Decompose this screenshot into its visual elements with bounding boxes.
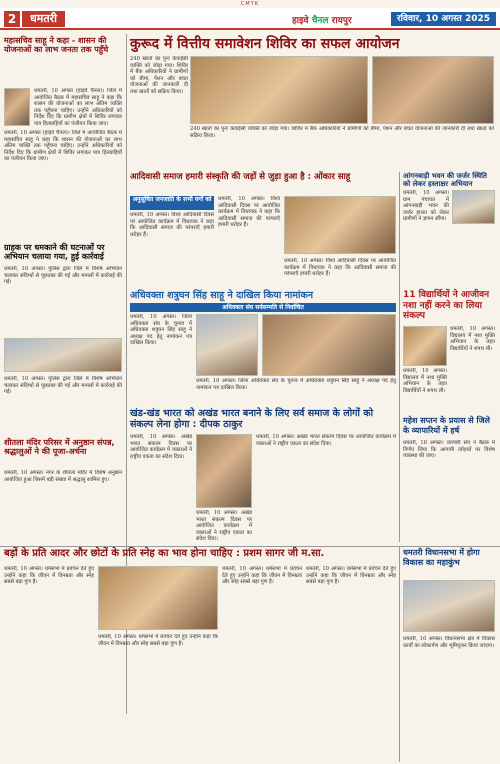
- main-body: 240 खातों का पुनः केवाईसी व्यक्ति को जोड़ा गया। शिविर में बैंक अधिकारियों ने ग्रामीणों को बीमा, पेंशन और बचत योजनाओं की जानकारी दी तथा खातों को सक्रिय किया।: [190, 126, 494, 139]
- right-band-photo: [403, 580, 495, 632]
- portrait-photo: [4, 88, 30, 126]
- right-headline-1: आंगनबाड़ी भवन की जर्जर स्थिति को लेकर हस्ताक्षर अभियान: [403, 172, 487, 188]
- band-body-2: धमतरी, 10 अगस्त। धर्मसभा में प्रवचन देते हुए उन्होंने कहा कि जीवन में विनम्रता और स्नेह सबसे बड़ा गुण है।: [98, 634, 218, 647]
- page-number: 2: [4, 11, 20, 27]
- vehicle-photo: [4, 338, 122, 372]
- advocate-photo-2: [262, 314, 396, 376]
- main-photo-2: [372, 56, 494, 124]
- right-band-body: धमतरी, 10 अगस्त। विधानसभा क्षेत्र में विकास कार्यों का लोकार्पण और भूमिपूजन किया जाएगा।: [403, 636, 495, 649]
- tribal-sidebar-bar: अनुसूचित जनजाति के सभी वर्गों को: [130, 196, 214, 210]
- section-title: धमतरी: [22, 11, 65, 27]
- right-body-2b: धमतरी, 10 अगस्त। विद्यालय में नशा मुक्ति अभियान के तहत विद्यार्थियों ने शपथ ली।: [403, 368, 447, 394]
- right-rule: [399, 172, 400, 542]
- bottom-photo-1: [196, 434, 252, 508]
- bottom-body-3: धमतरी, 10 अगस्त। अखंड भारत संकल्प दिवस पर आयोजित कार्यक्रम में वक्ताओं ने राष्ट्रीय एकता का संदेश दिया।: [256, 434, 396, 447]
- band-photo-1: [98, 566, 218, 630]
- main-headline: कुरूद में वित्तीय समावेशन शिविर का सफल आयोजन: [130, 36, 400, 52]
- band-body-4: धमतरी, 10 अगस्त। धर्मसभा में प्रवचन देते हुए उन्होंने कहा कि जीवन में विनम्रता और स्नेह सबसे बड़ा गुण है।: [306, 566, 396, 586]
- col1-lead-body: धमतरी, 10 अगस्त (हाइवे चैनल)। जिले में आयोजित बैठक में महासचिव साहू ने कहा कि शासन की योजनाओं का लाभ अंतिम व्यक्ति तक पहुँचना चाहिए। उन्होंने अधिकारियों को निर्देश दिए कि ग्रामीण क्षेत्रों में शिविर लगाकर पात्र हितग्राहियों का पंजीयन किया जाए।: [4, 130, 122, 163]
- col1-body-3: धमतरी, 10 अगस्त। नगर के शीतला मंदिर में विशेष अनुष्ठान आयोजित हुआ जिसमें बड़ी संख्या में श्रद्धालु शामिल हुए।: [4, 470, 122, 483]
- tribal-body-2: धमतरी, 10 अगस्त। विश्व आदिवासी दिवस पर आयोजित कार्यक्रम में विधायक ने कहा कि आदिवासी समाज की परंपराएँ हमारी धरोहर हैं।: [284, 258, 396, 278]
- bottom-headline: खंड-खंड भारत को अखंड भारत बनाने के लिए सर्व समाज के लोगों को संकल्प लेना होगा : दीपक ठाकुर: [130, 408, 374, 430]
- tribal-headline: आदिवासी समाज हमारी संस्कृति की जड़ों से जुड़ा हुआ है : ओंकार साहू: [130, 172, 351, 182]
- right-headline-3: महेश सप्तन के प्रयास से जिले के व्यापारियों में हर्ष: [403, 416, 490, 435]
- print-strip: [0, 0, 500, 8]
- bottom-band-headline: बड़ों के प्रति आदर और छोटों के प्रति स्नेह का भाव होना चाहिए : प्रशम सागर जी म.सा.: [4, 548, 325, 559]
- advocate-body-2: धमतरी, 10 अगस्त। जिला अधिवक्ता संघ के चुनाव में अधिवक्ता शत्रुघन सिंह साहू ने अध्यक्ष पद हेतु नामांकन पत्र दाखिल किया।: [196, 378, 396, 391]
- col1-headline-3: शीतला मंदिर परिसर में अनुष्ठान संपन्न, श्रद्धालुओं ने की पूजा-अर्चना: [4, 438, 115, 456]
- col1-body-2: धमतरी, 10 अगस्त। पुलिस द्वारा जिले में विशेष अभियान चलाकर संदिग्धों से पूछताछ की गई और मामलों में कार्रवाई की गई।: [4, 266, 122, 286]
- right-headline-2: 11 विद्यार्थियों ने आजीवन नशा नहीं करने का लिया संकल्प: [403, 290, 490, 321]
- page-header: [0, 8, 500, 30]
- section-rule: [0, 546, 500, 547]
- advocate-headline: अधिवक्ता शत्रुघन सिंह साहू ने दाखिल किया नामांकन: [130, 290, 314, 301]
- right-rule-2: [399, 546, 400, 762]
- right-body-2: धमतरी, 10 अगस्त। विद्यालय में नशा मुक्ति अभियान के तहत विद्यार्थियों ने शपथ ली।: [450, 326, 495, 352]
- col1-lead-body-cont: धमतरी, 10 अगस्त (हाइवे चैनल)। जिले में आयोजित बैठक में महासचिव साहू ने कहा कि शासन की योजनाओं का लाभ अंतिम व्यक्ति तक पहुँचना चाहिए। उन्होंने अधिकारियों को निर्देश दिए कि ग्रामीण क्षेत्रों में शिविर लगाकर पात्र हितग्राहियों का पंजीयन किया जाए।: [34, 88, 122, 127]
- advocate-subhead: अधिवक्ता संघ सर्वसम्मति से निर्वाचित: [130, 303, 396, 312]
- tribal-body-1: धमतरी, 10 अगस्त। विश्व आदिवासी दिवस पर आयोजित कार्यक्रम में विधायक ने कहा कि आदिवासी समाज की परंपराएँ हमारी धरोहर हैं।: [218, 196, 280, 229]
- main-photo-1: [190, 56, 368, 124]
- col1-headline: महासचिव साहू ने कहा - शासन की योजनाओं का लाभ जनता तक पहुँचे: [4, 36, 109, 54]
- col1-body-2b: धमतरी, 10 अगस्त। पुलिस द्वारा जिले में विशेष अभियान चलाकर संदिग्धों से पूछताछ की गई और मामलों में कार्रवाई की गई।: [4, 376, 122, 396]
- date-badge: रविवार, 10 अगस्त 2025: [391, 12, 496, 26]
- right-band-headline: धमतरी विधानसभा में होगा विकास का महाकुंभ: [403, 548, 480, 567]
- advocate-photo-1: [196, 314, 258, 376]
- band-body-3: धमतरी, 10 अगस्त। धर्मसभा में प्रवचन देते हुए उन्होंने कहा कि जीवन में विनम्रता और स्नेह सबसे बड़ा गुण है।: [222, 566, 302, 586]
- bottom-body-2: धमतरी, 10 अगस्त। अखंड भारत संकल्प दिवस पर आयोजित कार्यक्रम में वक्ताओं ने राष्ट्रीय एकता का संदेश दिया।: [196, 510, 252, 543]
- bottom-body-1: धमतरी, 10 अगस्त। अखंड भारत संकल्प दिवस पर आयोजित कार्यक्रम में वक्ताओं ने राष्ट्रीय एकता का संदेश दिया।: [130, 434, 192, 460]
- right-photo-1: [452, 190, 495, 224]
- brand-name: हाइवे चैनल रायपुर: [292, 16, 352, 26]
- band-body-1: धमतरी, 10 अगस्त। धर्मसभा में प्रवचन देते हुए उन्होंने कहा कि जीवन में विनम्रता और स्नेह सबसे बड़ा गुण है।: [4, 566, 94, 586]
- tribal-sidebar-body: धमतरी, 10 अगस्त। विश्व आदिवासी दिवस पर आयोजित कार्यक्रम में विधायक ने कहा कि आदिवासी समाज की परंपराएँ हमारी धरोहर हैं।: [130, 212, 214, 238]
- students-photo: [403, 326, 447, 366]
- cmyk-mark: CMYK: [240, 1, 260, 7]
- main-intro: 240 खातों का पुनः केवाईसी व्यक्ति को जोड़ा गया। शिविर में बैंक अधिकारियों ने ग्रामीणों को बीमा, पेंशन और बचत योजनाओं की जानकारी दी तथा खातों को सक्रिय किया।: [130, 56, 188, 95]
- tribal-photo: [284, 196, 396, 254]
- col1-headline-2: ग्राहक पर धमकाने की घटनाओं पर अभियान चलाया गया, हुई कार्रवाई: [4, 243, 105, 261]
- advocate-body-1: धमतरी, 10 अगस्त। जिला अधिवक्ता संघ के चुनाव में अधिवक्ता शत्रुघन सिंह साहू ने अध्यक्ष पद हेतु नामांकन पत्र दाखिल किया।: [130, 314, 192, 347]
- right-body-1: धमतरी, 10 अगस्त। ग्राम पंचायत में आंगनबाड़ी भवन की जर्जर हालत को लेकर ग्रामीणों ने ज्ञापन सौंपा।: [403, 190, 449, 223]
- right-body-3: धमतरी, 10 अगस्त। व्यापारी संघ ने बैठक में निर्णय लिया कि आगामी त्योहारों पर विशेष व्यवस्था की जाए।: [403, 440, 495, 460]
